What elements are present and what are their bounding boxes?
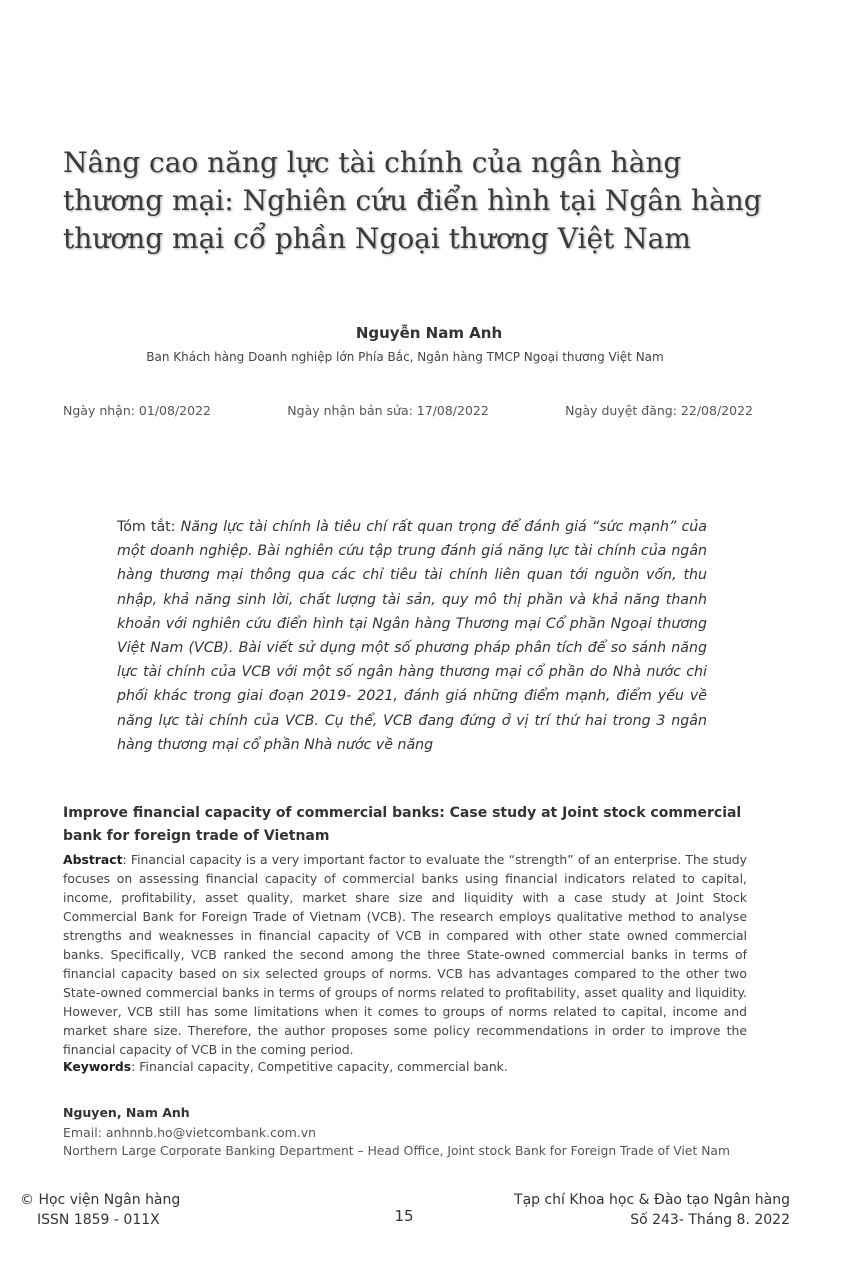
date-accepted: Ngày duyệt đăng: 22/08/2022 (565, 403, 753, 418)
english-title: Improve financial capacity of commercial banks: Case study at Joint stock commercial bank for foreign trade of Vietnam (63, 805, 742, 844)
page-number: 15 (394, 1207, 414, 1225)
correspondence-name: Nguyen, Nam Anh (63, 1105, 190, 1120)
author-name: Nguyễn Nam Anh (355, 324, 503, 342)
vietnamese-summary (117, 515, 707, 757)
keywords-text: : Financial capacity, Competitive capacity, commercial bank. (131, 1059, 508, 1074)
correspondence-email[interactable]: Email: anhnnb.ho@vietcombank.com.vn (63, 1125, 317, 1140)
keywords (63, 1059, 747, 1074)
footer-journal: Tạp chí Khoa học & Đào tạo Ngân hàng (514, 1192, 790, 1208)
date-revised: Ngày nhận bản sửa: 17/08/2022 (287, 403, 489, 418)
english-abstract (63, 850, 747, 1059)
article-title: Nâng cao năng lực tài chính của ngân hàng thương mại: Nghiên cứu điển hình tại Ngân hàng thương mại cổ phần Ngoại thương Việt Nam (63, 146, 762, 255)
summary-text: Năng lực tài chính là tiêu chí rất quan trọng để đánh giá “sức mạnh” của một doanh nghiệp. Bài nghiên cứu tập trung đánh giá năng lực tài chính của ngân hàng thương mại thông qua các chỉ tiêu tài chính liên quan tới nguồn vốn, thu nhập, khả năng sinh lời, chất lượng tài sản, quy mô thị phần và khả năng thanh khoản với nghiên cứu điển hình tại Ngân hàng Thương mại Cổ phần Ngoại thương Việt Nam (VCB). Bài viết sử dụng một số phương pháp phân tích để so sánh năng lực tài chính của VCB với một số ngân hàng thương mại cổ phần do Nhà nước chi phối khác trong giai đoạn 2019- 2021, đánh giá những điểm mạnh, điểm yếu về năng lực tài chính của VCB. Cụ thể, VCB đang đứng ở vị trí thứ hai trong 3 ngân hàng thương mại cổ phần Nhà nước về năng (117, 519, 707, 753)
summary-label: Tóm tắt: (117, 519, 181, 535)
article-dates (63, 403, 753, 418)
correspondence-department: Northern Large Corporate Banking Department – Head Office, Joint stock Bank for Foreign Trade of Viet Nam (63, 1144, 730, 1158)
author-affiliation: Ban Khách hàng Doanh nghiệp lớn Phía Bắc, Ngân hàng TMCP Ngoại thương Việt Nam (146, 350, 664, 364)
keywords-label: Keywords (63, 1059, 132, 1074)
date-received: Ngày nhận: 01/08/2022 (63, 403, 211, 418)
footer-issue: Số 243- Tháng 8. 2022 (630, 1212, 790, 1228)
footer-publisher: © Học viện Ngân hàng (20, 1192, 181, 1208)
footer-issn: ISSN 1859 - 011X (37, 1212, 160, 1228)
footer-right (480, 1190, 790, 1230)
abstract-label: Abstract (63, 852, 123, 867)
abstract-text: : Financial capacity is a very important factor to evaluate the “strength” of an enterprise. The study focuses on assessing financial capacity of commercial banks using financial indicators related to capital, income, profitability, asset quality, market share size and liquidity with a case study at Joint Stock Commercial Bank for Foreign Trade of Vietnam (VCB). The research employs qualitative method to analyse strengths and weaknesses in financial capacity of VCB in compared with other state owned commercial banks. Specifically, VCB ranked the second among the three State-owned commercial banks in terms of financial capacity based on six selected groups of norms. VCB has advantages compared to the other two State-owned commercial banks in terms of groups of norms related to profitability, asset quality and liquidity. However, VCB still has some limitations when it comes to groups of norms related to capital, income and market share size. Therefore, the author proposes some policy recommendations in order to improve the financial capacity of VCB in the coming period. (63, 852, 747, 1057)
